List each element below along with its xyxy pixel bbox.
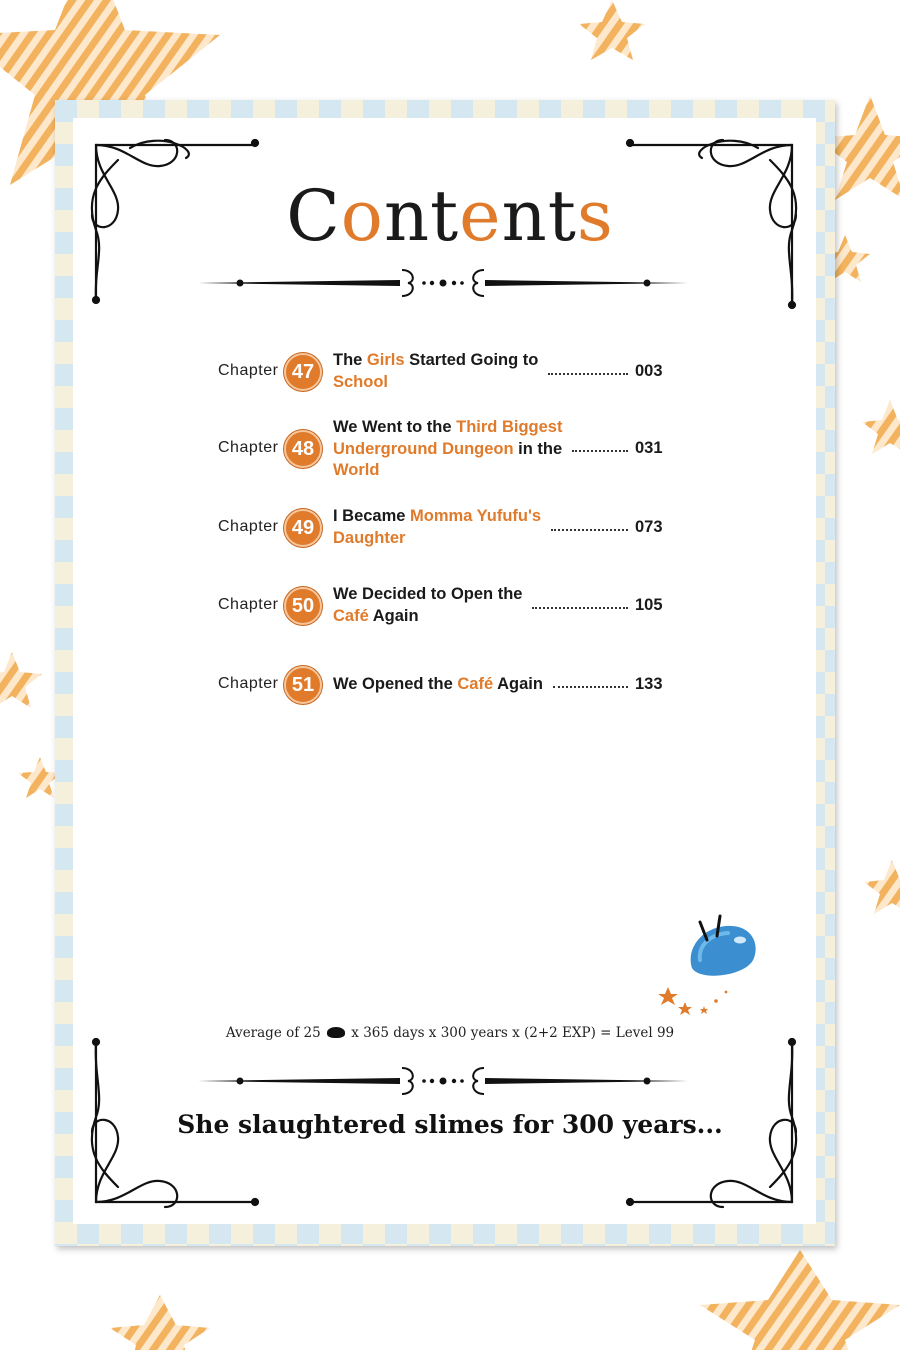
chapter-title-line (333, 506, 541, 528)
chapter-title-line (333, 350, 538, 372)
leader-dots (532, 607, 628, 609)
title-text: The (333, 351, 367, 369)
title-letter: t (430, 175, 460, 257)
highlighted-text: Daughter (333, 528, 406, 547)
chapter-title (333, 417, 562, 482)
chapter-number-badge: 50 (284, 587, 322, 625)
title-letter: n (501, 175, 548, 257)
chapter-label: Chapter (218, 517, 279, 535)
title-letter: o (340, 175, 384, 257)
formula-before: Average of 25 (225, 1025, 321, 1041)
highlighted-text: World (333, 461, 380, 479)
chapter-title (333, 584, 522, 627)
highlighted-text: Underground Dungeon (333, 439, 514, 458)
highlighted-text: School (333, 372, 389, 391)
chapter-page-number: 073 (635, 517, 663, 536)
highlighted-text: Third Biggest (456, 418, 563, 436)
formula-after: x 365 days x 300 years x (2+2 EXP) = Level 99 (351, 1025, 675, 1041)
highlighted-text: Girls (366, 351, 405, 369)
title-letter: s (576, 175, 614, 257)
chapter-number-badge: 48 (284, 430, 322, 468)
star-trail (658, 987, 727, 1015)
chapter-number-badge: 49 (284, 509, 322, 547)
chapter-page-number: 133 (635, 674, 663, 693)
leader-dots (548, 373, 628, 375)
chapter-label: Chapter (218, 595, 279, 613)
chapter-title-line (333, 460, 562, 482)
title-letter: e (459, 175, 502, 257)
chapter-page-number: 031 (635, 439, 663, 458)
page-title (0, 175, 900, 257)
star-icon (658, 987, 678, 1005)
divider-top (198, 270, 688, 296)
chapter-title-line (333, 674, 543, 696)
tagline: She slaughtered slimes for 300 years... (177, 1110, 723, 1139)
divider-bottom (198, 1068, 688, 1094)
chapter-label: Chapter (218, 439, 279, 457)
title-text: We Opened the (333, 675, 458, 693)
title-text: Again (493, 675, 543, 693)
title-letter: t (547, 175, 577, 257)
title-text: Again (368, 606, 419, 625)
chapter-title (333, 674, 543, 696)
chapter-title (333, 350, 538, 393)
chapter-title-line (333, 372, 538, 394)
chapter-title-line (333, 584, 522, 606)
title-text: I Became (333, 507, 411, 525)
chapter-title-line (333, 606, 522, 628)
highlighted-text: Café (457, 675, 494, 693)
title-text: in the (513, 439, 563, 458)
slime-icon (327, 1027, 345, 1038)
title-letter: C (286, 175, 341, 257)
chapter-title-line (333, 439, 562, 461)
formula-line (0, 1025, 900, 1041)
title-text: We Went to the (333, 418, 457, 436)
highlighted-text: Café (333, 606, 369, 625)
leader-dots (551, 529, 628, 531)
chapter-title-line (333, 417, 562, 439)
leader-dots (572, 450, 628, 452)
chapter-title-line (333, 528, 541, 550)
chapter-page-number: 105 (635, 595, 663, 614)
title-letter: n (383, 175, 431, 257)
chapter-label: Chapter (218, 674, 279, 692)
slime-icon (691, 916, 756, 976)
star-icon (700, 1006, 708, 1014)
leader-dots (553, 686, 628, 688)
chapter-label: Chapter (218, 361, 279, 379)
star-icon (678, 1002, 692, 1015)
title-text: We Decided to Open the (333, 585, 523, 603)
chapter-page-number: 003 (635, 361, 663, 380)
title-text: Started Going to (404, 351, 539, 369)
chapter-number-badge: 51 (284, 666, 322, 704)
chapter-number-badge: 47 (284, 353, 322, 391)
chapter-title (333, 506, 541, 549)
highlighted-text: Momma Yufufu's (410, 507, 542, 525)
